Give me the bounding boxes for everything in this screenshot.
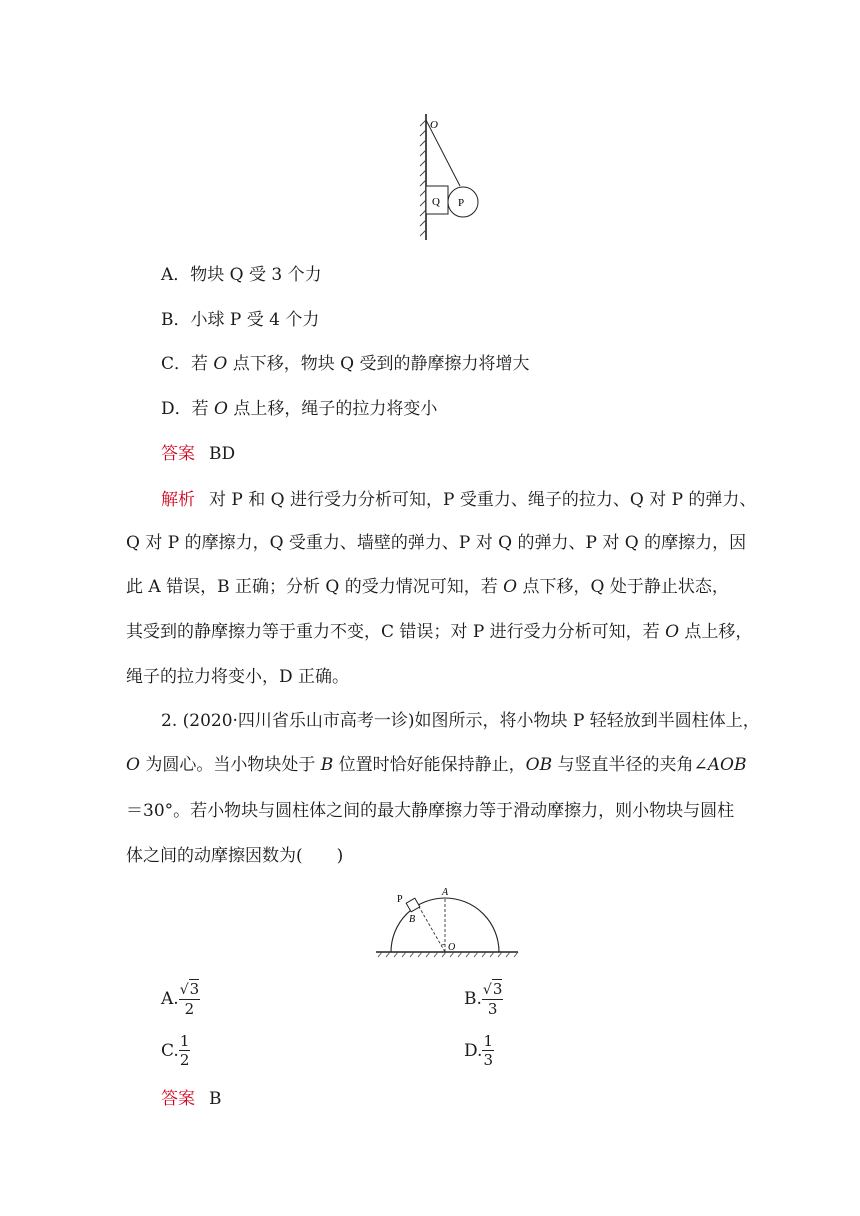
analysis-line-4: 其受到的静摩擦力等于重力不变，C 错误；对 P 进行受力分析可知，若 O 点上移， bbox=[126, 622, 753, 642]
analysis-line-2: Q 对 P 的摩擦力，Q 受重力、墙壁的弹力、P 对 Q 的弹力、P 对 Q 的摩擦力，因 bbox=[126, 533, 747, 553]
q2-stem-line-2: O 为圆心。当小物块处于 B 位置时恰好能保持静止，OB 与竖直半径的夹角∠AOB bbox=[126, 755, 747, 775]
figure-half-cylinder bbox=[372, 884, 522, 960]
analysis-tag: 解析 bbox=[161, 490, 195, 510]
label-p: P bbox=[397, 894, 403, 905]
q2-stem-line-1: 2. (2020·四川省乐山市高考一诊)如图所示，将小物块 P 轻轻放到半圆柱体上， bbox=[161, 711, 760, 731]
label-q: Q bbox=[432, 196, 440, 208]
label-a: A bbox=[442, 887, 449, 898]
label-p: P bbox=[458, 197, 465, 209]
label-o: O bbox=[430, 119, 438, 131]
label-b: B bbox=[409, 914, 416, 925]
answer-tag: 答案 bbox=[161, 1089, 195, 1109]
option-d: D．若 O 点上移，绳子的拉力将变小 bbox=[161, 399, 438, 419]
block-p bbox=[406, 898, 420, 912]
q2-stem-line-4: 体之间的动摩擦因数为( ) bbox=[126, 846, 344, 866]
answer-value: BD bbox=[209, 444, 236, 464]
analysis-line-3: 此 A 错误，B 正确；分析 Q 的受力情况可知，若 O 点下移，Q 处于静止状态， bbox=[126, 577, 729, 597]
analysis-line-1: 解析 对 P 和 Q 进行受力分析可知，P 受重力、绳子的拉力、Q 对 P 的弹力、 bbox=[161, 490, 757, 510]
option-a: A．物块 Q 受 3 个力 bbox=[161, 265, 322, 285]
answer-2 bbox=[161, 1088, 222, 1110]
q2-option-b: B. $\frac{√3}{3}$ bbox=[464, 980, 503, 1018]
answer-tag: 答案 bbox=[161, 444, 195, 464]
q2-stem-line-3: ＝30°。若小物块与圆柱体之间的最大静摩擦力等于滑动摩擦力，则小物块与圆柱 bbox=[126, 801, 735, 821]
radius-ob bbox=[418, 905, 445, 952]
label-o: O bbox=[448, 942, 456, 953]
option-b: B．小球 P 受 4 个力 bbox=[161, 310, 320, 330]
q2-option-a: A. $\frac{√3}{2}$ bbox=[161, 980, 200, 1018]
q2-option-c: C. $\frac{1}{2}$ bbox=[161, 1032, 190, 1069]
figure-wall-rope-ball bbox=[410, 106, 500, 246]
answer-value: B bbox=[209, 1089, 222, 1109]
q2-option-d: D. $\frac{1}{3}$ bbox=[464, 1032, 493, 1069]
option-c: C．若 O 点下移，物块 Q 受到的静摩擦力将增大 bbox=[161, 354, 530, 374]
analysis-line-5: 绳子的拉力将变小，D 正确。 bbox=[126, 667, 350, 687]
answer-1 bbox=[161, 443, 235, 465]
